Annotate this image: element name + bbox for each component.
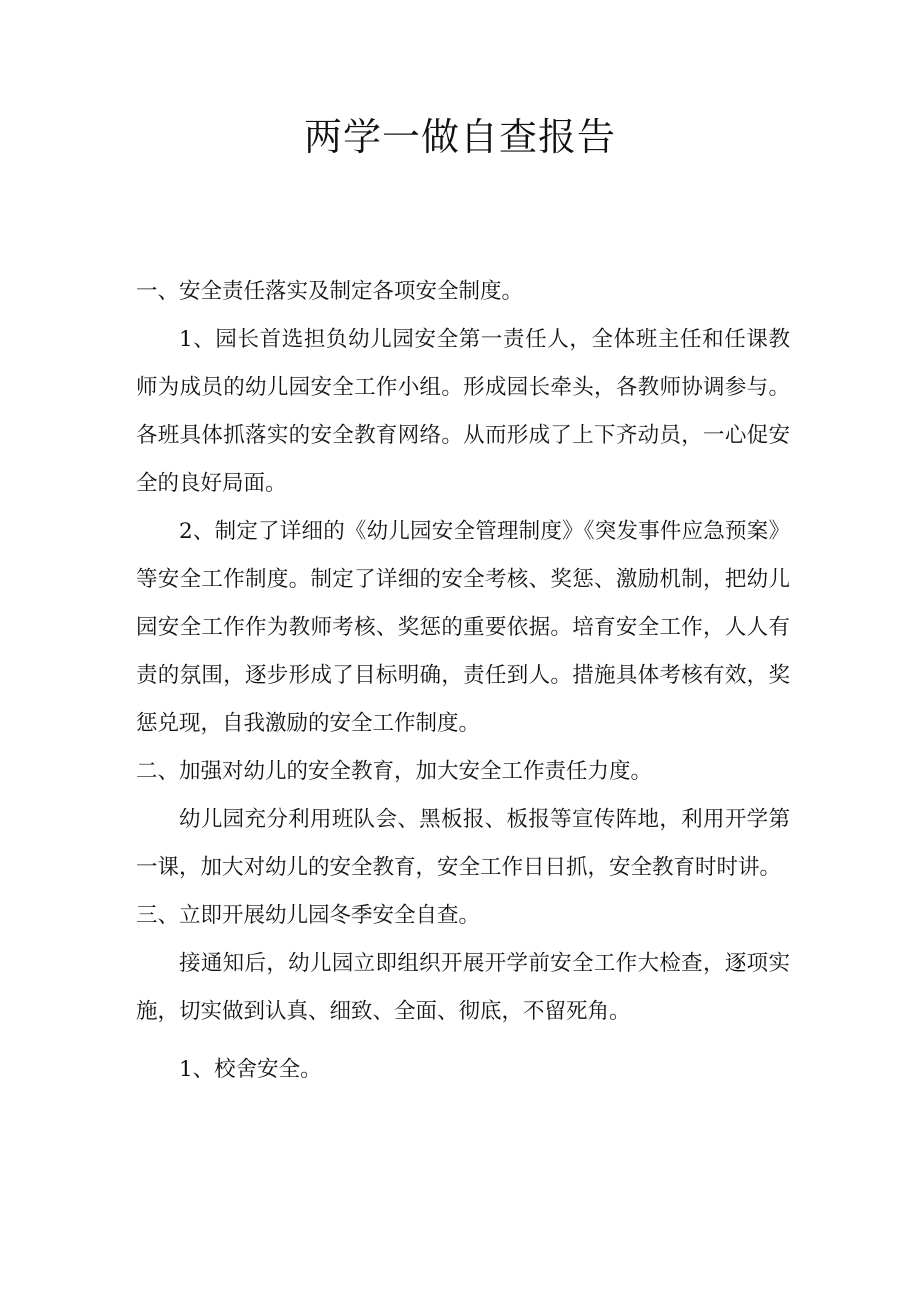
paragraph-3-1: 接通知后，幼儿园立即组织开展开学前安全工作大检查，逐项实施，切实做到认真、细致、全面、彻底，不留死角。 bbox=[136, 951, 790, 1024]
document-title: 两学一做自查报告 bbox=[303, 115, 616, 159]
paragraph-1-2: 2、制定了详细的《幼儿园安全管理制度》《突发事件应急预案》等安全工作制度。制定了详细的安全考核、奖惩、激励机制，把幼儿园安全工作作为教师考核、奖惩的重要依据。培育安全工作，人人有责的氛围，逐步形成了目标明确，责任到人。措施具体考核有效，奖惩兑现，自我激励的安全工作制度。 bbox=[136, 519, 790, 736]
section-heading-1: 一、安全责任落实及制定各项安全制度。 bbox=[136, 279, 524, 304]
paragraph-1-1: 1、园长首选担负幼儿园安全第一责任人，全体班主任和任课教师为成员的幼儿园安全工作小组。形成园长牵头，各教师协调参与。各班具体抓落实的安全教育网络。从而形成了上下齐动员，一心促安全的良好局面。 bbox=[136, 327, 790, 496]
paragraph-3-2: 1、校舍安全。 bbox=[179, 1057, 322, 1082]
paragraph-2-1: 幼儿园充分利用班队会、黑板报、板报等宣传阵地，利用开学第一课，加大对幼儿的安全教育，安全工作日日抓，安全教育时时讲。 bbox=[136, 807, 790, 880]
document-body bbox=[136, 268, 790, 1094]
section-heading-2: 二、加强对幼儿的安全教育，加大安全工作责任力度。 bbox=[136, 759, 653, 784]
section-heading-3: 三、立即开展幼儿园冬季安全自查。 bbox=[136, 903, 481, 928]
